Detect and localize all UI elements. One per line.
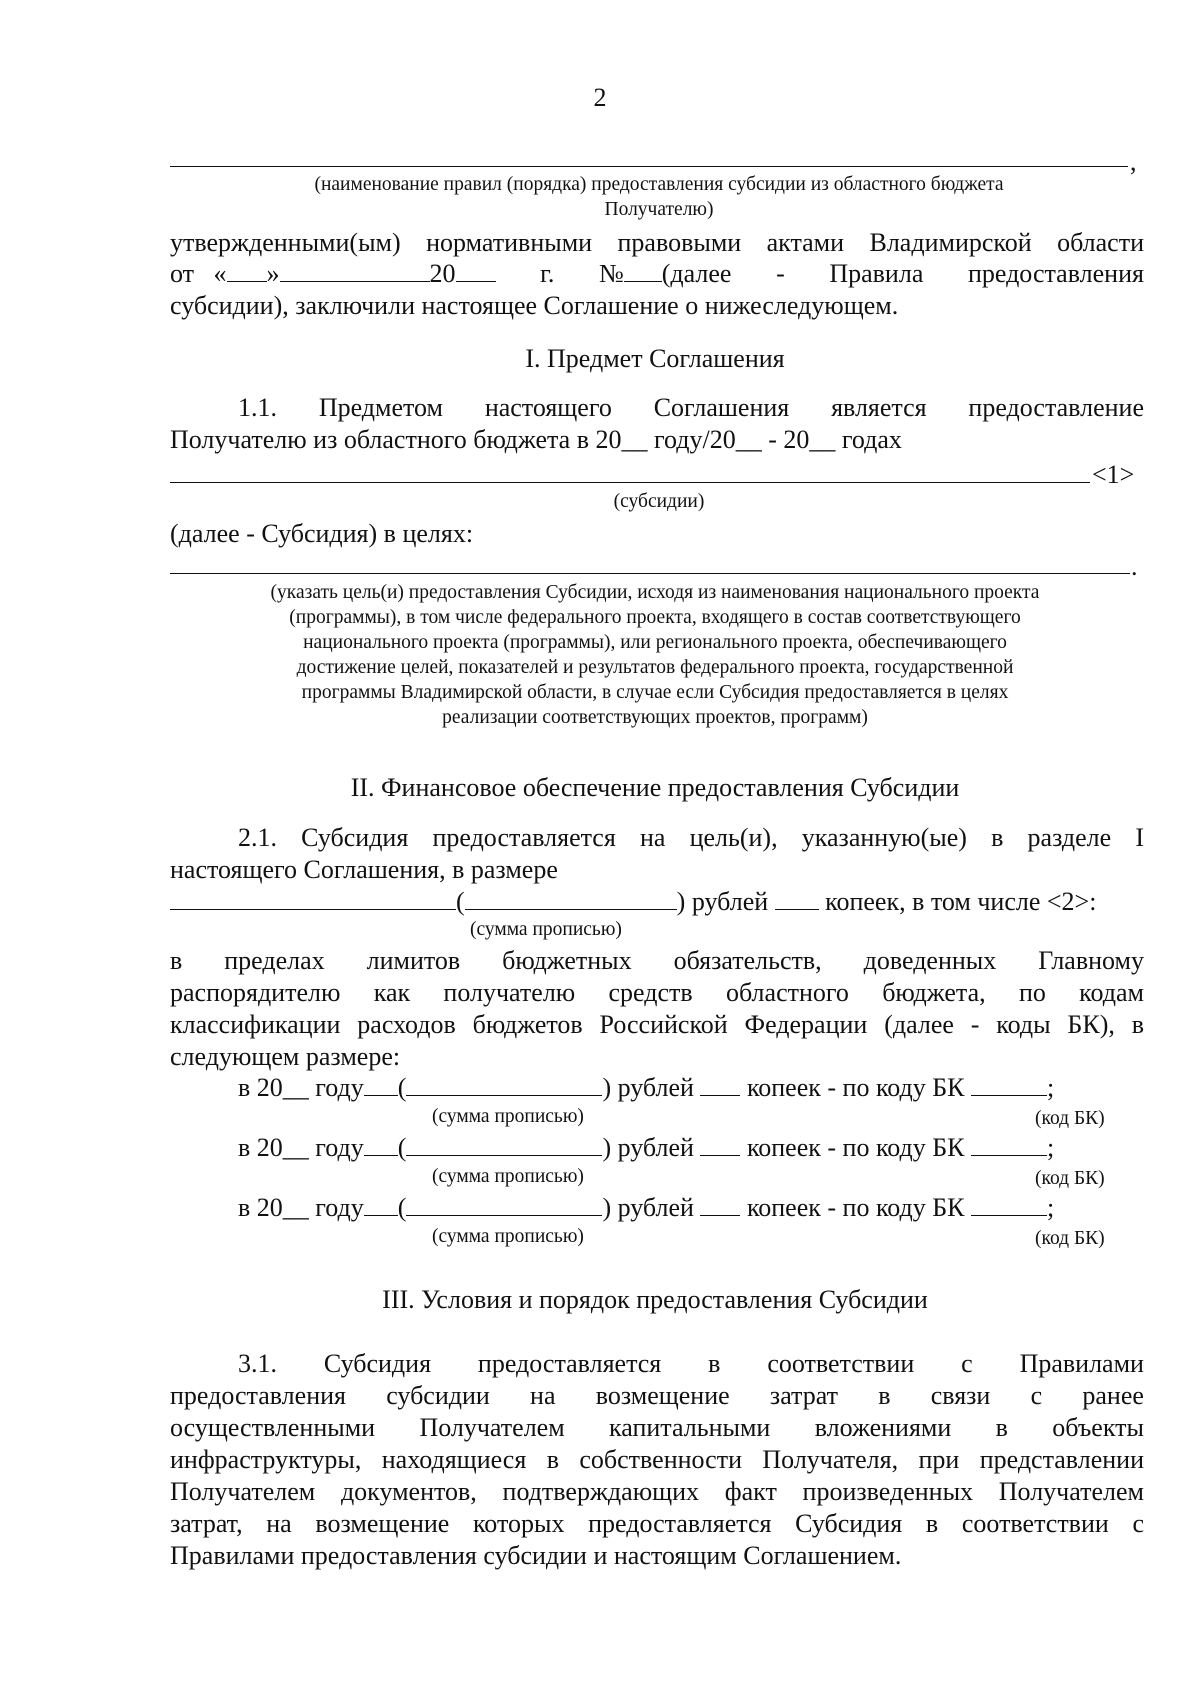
header-trailing-comma: ,	[1130, 147, 1137, 176]
section1-p1-word: Предметом	[318, 393, 443, 422]
section2-p1-line2: настоящего Соглашения, в размере	[170, 855, 558, 884]
year-row	[238, 1072, 1054, 1104]
section1-p1-word: Соглашения	[653, 393, 790, 422]
section3-line1-word: предоставляется	[477, 1349, 662, 1378]
section2-p1-word: разделе	[1027, 823, 1112, 852]
kopeks-blank	[775, 887, 819, 910]
year-sum-caption: (сумма прописью)	[432, 1226, 584, 1247]
year-kopeks-blank	[700, 1193, 740, 1216]
section2-p1-word: 2.1.	[238, 823, 277, 852]
section3-line2	[170, 1380, 1144, 1412]
section1-heading: I. Предмет Соглашения	[525, 344, 785, 373]
goals-caption-line: (указать цель(и) предоставления Субсидии, исходя из наименования национального проекта	[270, 582, 1040, 603]
limits-line2-word: кодам	[1079, 978, 1144, 1007]
open-paren: (	[397, 1073, 407, 1102]
year-sum-words-blank	[406, 1193, 602, 1216]
section2-p1-line1	[238, 822, 1144, 854]
rules-name-blank-line	[170, 166, 1128, 167]
subsidy-name-blank-line	[170, 482, 1090, 483]
section3-line2-word: затрат	[769, 1381, 838, 1410]
header-caption-line1: (наименование правил (порядка) предоставления субсидии из областного бюджета	[314, 174, 1004, 195]
goals-caption-line: реализации соответствующих проектов, программ)	[442, 707, 868, 728]
year-digits-blank	[364, 1133, 398, 1156]
rubles-label: ) рублей	[602, 1073, 694, 1102]
section2-p1-word: I	[1135, 823, 1144, 852]
limits-line1-word: пределах	[224, 946, 325, 975]
limits-line4: следующем размере:	[170, 1042, 401, 1071]
header-caption-line2: Получателю)	[604, 199, 714, 220]
year-label: в 20__ году	[238, 1133, 364, 1162]
year-blank	[456, 259, 496, 282]
bk-code-caption: (код БК)	[1035, 1228, 1105, 1249]
section3-line2-word: в	[878, 1381, 891, 1410]
kopeks-code-label: копеек - по коду БК	[746, 1193, 965, 1222]
section2-p1-word: цель(и),	[689, 823, 778, 852]
amount-caption: (сумма прописью)	[470, 919, 622, 940]
section3-line7: Правилами предоставления субсидии и настоящим Соглашением.	[170, 1541, 902, 1570]
section3-line1-word: Правилами	[1019, 1349, 1144, 1378]
section2-p1-word: на	[639, 823, 666, 852]
section3-line6: затрат, на возмещение которых предоставляется Субсидия в соответствии с	[170, 1509, 1144, 1538]
section3-line4: инфраструктуры, находящиеся в собственности Получателя, при представлении	[170, 1445, 1144, 1474]
section1-p1-word: является	[831, 393, 927, 422]
goals-line: (далее - Субсидия) в целях:	[170, 519, 474, 548]
year-row	[238, 1132, 1054, 1164]
limits-line2-word: получателю	[443, 978, 576, 1007]
row-end: ;	[1047, 1193, 1055, 1222]
section3-line1-word: соответствии	[767, 1349, 915, 1378]
goals-caption-line: национального проекта (программы), или регионального проекта, обеспечивающего	[303, 632, 1007, 653]
limits-line1-word: доведенных	[863, 946, 997, 975]
section3-line3-word: осуществленными	[170, 1413, 376, 1442]
amount-line: ( ) рублей копеек, в том числе <2>:	[170, 886, 1096, 918]
bk-code-blank	[971, 1193, 1047, 1216]
section1-p1-word: предоставление	[968, 393, 1144, 422]
section2-p1-word: указанную(ые)	[801, 823, 967, 852]
limits-line2-word: распорядителю	[170, 978, 341, 1007]
year-sum-words-blank	[406, 1133, 602, 1156]
limits-line2-word: как	[373, 978, 411, 1007]
section3-line3-word: Получателем	[419, 1413, 565, 1442]
kopeks-code-label: копеек - по коду БК	[746, 1133, 965, 1162]
month-blank	[280, 259, 430, 282]
section1-p1-line2: Получателю из областного бюджета в 20__ году/20__ - 20__ годах	[170, 425, 902, 454]
row-end: ;	[1047, 1133, 1055, 1162]
section2-p1-word: в	[991, 823, 1004, 852]
section3-line2-word: возмещение	[595, 1381, 730, 1410]
page-number: 2	[593, 83, 607, 112]
section3-line2-word: предоставления	[170, 1381, 346, 1410]
section1-p1-word: 1.1.	[238, 393, 277, 422]
row-end: ;	[1047, 1073, 1055, 1102]
section3-line3-word: объекты	[1052, 1413, 1144, 1442]
bk-code-caption: (код БК)	[1035, 1108, 1105, 1129]
day-blank	[227, 259, 267, 282]
footnote-ref-1: <1>	[1092, 460, 1135, 489]
section1-p1-line1	[238, 392, 1144, 424]
section3-line1	[238, 1348, 1144, 1380]
rubles-label: ) рублей	[602, 1133, 694, 1162]
open-paren: (	[397, 1193, 407, 1222]
section2-heading: II. Финансовое обеспечение предоставления Субсидии	[350, 773, 960, 802]
limits-line2-word: по	[1018, 978, 1046, 1007]
section3-line1-word: Субсидия	[323, 1349, 432, 1378]
kopeks-code-label: копеек - по коду БК	[746, 1073, 965, 1102]
goals-caption-line: достижение целей, показателей и результатов федерального проекта, государственной	[296, 657, 1014, 678]
limits-line2-word: средств	[608, 978, 693, 1007]
section3-line2-word: на	[530, 1381, 556, 1410]
bk-code-caption: (код БК)	[1035, 1168, 1105, 1189]
section3-line1-word: в	[708, 1349, 721, 1378]
year-sum-words-blank	[406, 1073, 602, 1096]
limits-line1-word: Главному	[1038, 946, 1144, 975]
year-sum-caption: (сумма прописью)	[432, 1106, 584, 1127]
section3-line5: Получателем документов, подтверждающих факт произведенных Получателем	[170, 1477, 1144, 1506]
goals-caption-line: программы Владимирской области, в случае если Субсидия предоставляется в целях	[301, 682, 1009, 703]
section2-p1-word: предоставляется	[432, 823, 616, 852]
year-label: в 20__ году	[238, 1073, 364, 1102]
section3-line3	[170, 1412, 1144, 1444]
section3-line1-word: 3.1.	[238, 1349, 277, 1378]
section3-line2-word: с	[1030, 1381, 1043, 1410]
year-kopeks-blank	[700, 1073, 740, 1096]
intro-line2: от « » 20 г. № (далее - Правила предоставления	[170, 259, 1144, 288]
intro-line1: утвержденными(ым) нормативными правовыми актами Владимирской области	[170, 228, 1144, 257]
bk-code-blank	[971, 1073, 1047, 1096]
limits-line1-word: в	[170, 946, 183, 975]
goals-caption-line: (программы), в том числе федерального проекта, входящего в состав соответствующего	[289, 607, 1021, 628]
limits-line1-word: лимитов	[366, 946, 461, 975]
limits-line2	[170, 977, 1144, 1009]
limits-line2-word: областного	[725, 978, 849, 1007]
number-blank	[624, 259, 662, 282]
goals-end-period: .	[1131, 552, 1138, 581]
limits-line1-word: обязательств,	[673, 946, 822, 975]
goals-blank-line	[170, 573, 1130, 574]
section3-line2-word: субсидии	[386, 1381, 490, 1410]
limits-line3: классификации расходов бюджетов Российской Федерации (далее - коды БК), в	[170, 1010, 1144, 1039]
year-kopeks-blank	[700, 1133, 740, 1156]
amount-words-blank	[465, 887, 677, 910]
section3-line1-word: с	[961, 1349, 973, 1378]
year-digits-blank	[364, 1073, 398, 1096]
year-label: в 20__ году	[238, 1193, 364, 1222]
limits-line2-word: бюджета,	[882, 978, 986, 1007]
section3-line3-word: вложениями	[814, 1413, 952, 1442]
section3-line3-word: капитальными	[609, 1413, 771, 1442]
section3-line2-word: связи	[930, 1381, 991, 1410]
section3-line2-word: ранее	[1082, 1381, 1144, 1410]
year-digits-blank	[364, 1193, 398, 1216]
section3-line3-word: в	[995, 1413, 1008, 1442]
section1-p1-word: настоящего	[484, 393, 612, 422]
year-sum-caption: (сумма прописью)	[432, 1166, 584, 1187]
rubles-label: ) рублей	[602, 1193, 694, 1222]
bk-code-blank	[971, 1133, 1047, 1156]
section2-p1-word: Субсидия	[301, 823, 409, 852]
subsidy-caption: (субсидии)	[613, 491, 705, 512]
open-paren: (	[397, 1133, 407, 1162]
intro-line3: субсидии), заключили настоящее Соглашение о нижеследующем.	[170, 291, 899, 320]
section3-heading: III. Условия и порядок предоставления Субсидии	[382, 1285, 928, 1314]
limits-line1	[170, 945, 1144, 977]
amount-digits-blank	[170, 887, 456, 910]
limits-line1-word: бюджетных	[502, 946, 632, 975]
year-row	[238, 1192, 1054, 1224]
